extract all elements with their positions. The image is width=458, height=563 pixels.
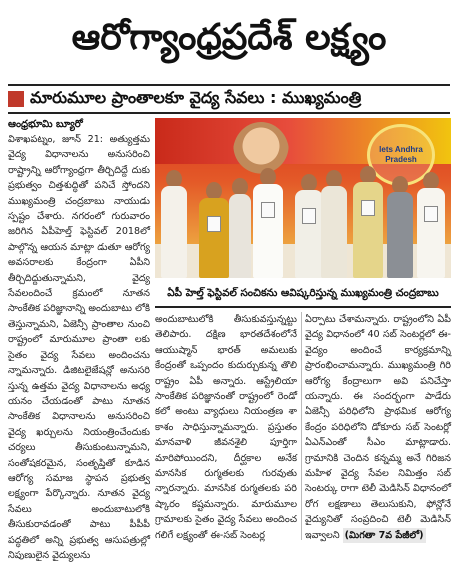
person-figure [417, 172, 445, 278]
person-figure [321, 170, 347, 278]
byline: ఆంధ్రభూమి బ్యూరో [8, 119, 83, 130]
headline: ఆరోగ్యాంధ్రప్రదేశ్ లక్ష్యం [71, 17, 387, 58]
column-3 [305, 312, 451, 540]
news-photo [155, 118, 451, 278]
photo-caption: ఏపీ హెల్త్ ఫెస్టివల్ సంచికను ఆవిష్కరిస్తున్న ముఖ్యమంత్రి చంద్రబాబు [155, 280, 451, 308]
person-figure [295, 174, 323, 278]
subhead-marker [8, 91, 24, 107]
person-figure [161, 170, 187, 278]
person-figure [229, 178, 251, 278]
lead-paragraph: విశాఖపట్నం, జూన్ 21: అత్యుత్తమ వైద్య విధానాలను అనుసరించి రాష్ట్రాన్ని ఆరోగ్యాంధ్రగా తీర్చిదిద్దే దుకు ప్రభుత్వం చిత్తశుద్ధితో పనిచే స్తోందని ముఖ్యమంత్రి చంద్రబాబు నాయుడు స్పష్టం చేశారు. నగరంలో గురువారం జరిగిన ఏపీహెల్త్ ఫెస్టివల్ 2018లో పాల్గొన్న ఆయన మాట్లా డుతూ ఆరోగ్య అవసరాలకు కేంద్రంగా ఏపీని తీర్చిదిద్దుతున్నామని, వైద్య సేవలందించే క్రమంలో నూతన సాంకేతిక పరిజ్ఞానాన్ని అందుబాటు లోకి తెస్తున్నామని, ఏజెన్సీ ప్రాంతాల నుంచి రాష్ట్రంలో మారుమూల ప్రాంతా లకు సైతం వైద్య సేవలు అందించను న్నామన్నారు. డిజిటలైజేషన్లో అనుసరి స్తున్న ఉత్తమ వైద్య విధానాలను అధ్య యనం చేయడంతో పాటు నూతన సాంకేతిక విధానాలను అనుసరించి వైద్య ఖర్చులను నియంత్రించేందుకు చర్యలు తీసుకుంటున్నామని, సంతోషకరమైన, సంతృప్తితో కూడిన ఆరోగ్య సమాజ స్థాపన ప్రభుత్వ లక్ష్యంగా పేర్కొన్నారు. నూతన వైద్య సేవలు అందుబాటులోకి తీసుకురావడంతో పాటు పీపీపీ పద్ధతిలో అన్ని ప్రభుత్వ ఆసుపత్రుల్లో నిపుణులైన వైద్యులను [8, 134, 150, 561]
subheadline [8, 84, 450, 114]
column-divider [301, 312, 302, 540]
continued-on-page-note: (మిగతా 7వ పేజీలో) [343, 528, 426, 543]
column-3-text: ఏర్పాటు చేశామన్నారు. రాష్ట్రంలోని ఏపీ వైద్య విధానంలో 40 సబ్ సెంటర్లలో ఈ-వైద్యం అందించే కార్యక్రమాన్ని ప్రారంభించామన్నారు. ముఖ్యమంత్రి గిరి ఆరోగ్య కేంద్రాలుగా అవి పనిచేస్తా యన్నారు. ఈ సందర్భంగా పాడేరు ఏజెన్సీ పరిధిలోని ప్రాథమిక ఆరోగ్య కేంద్రం పరిధిలోని డోకూరు సబ్ సెంటర్లో ఏఎన్ఎంతో సీఎం మాట్లాడారు. గ్రామానికి చెందిన కన్నమ్మ అనే గిరిజన మహిళ వైద్య సేవల నిమిత్తం సబ్ సెంటర్కు రాగా టెలీ మెడిసిన్ విధానంలో రోగ లక్షణాలు తెలుసుకుని, ఫోన్లోనే వైద్యునితో సంప్రదించి టెలీ మెడిసిన్ ఇవ్వాలని [305, 314, 451, 541]
person-figure [253, 168, 283, 278]
subheadline-text: మారుమూల ప్రాంతాలకూ వైద్య సేవలు : ముఖ్యమంత్రి [30, 87, 362, 107]
person-figure [387, 176, 413, 278]
event-logo: lets Andhra Pradesh [367, 124, 435, 186]
person-figure [199, 182, 229, 278]
column-2-text: అందుబాటులోకి తీసుకువస్తున్నట్టు తెలిపారు. దక్షిణ భారతదేశంలోనే ఆయుష్మాన్ భారత్ అమలుకు కేంద్రంతో ఒప్పందం కుదుర్చుకున్న తొలి రాష్ట్రం ఏపీ అన్నారు. ఆస్ట్రేలియా సాంకేతిక పరిజ్ఞానంతో రాష్ట్రంలో రెండో కలో అంటు వ్యాధులు నియంత్రణ శా కాశం సాధిస్తున్నామన్నారు. ప్రస్తుతం మానవాళి జీవనశైలి పూర్తిగా మారిపోయిందని, దీర్ఘకాల అనేక మానసిక రుగ్మతలకు గురవుతు న్నారన్నారు. మానసిక రుగ్మతలకు పరి ష్కారం కష్టమన్నారు. మారుమూల గ్రామాలకు సైతం వైద్య సేవలు అందించ గలిగే లక్ష్యంతో ఈ-సబ్ సెంటర్ల [155, 314, 297, 541]
person-figure [353, 166, 383, 278]
